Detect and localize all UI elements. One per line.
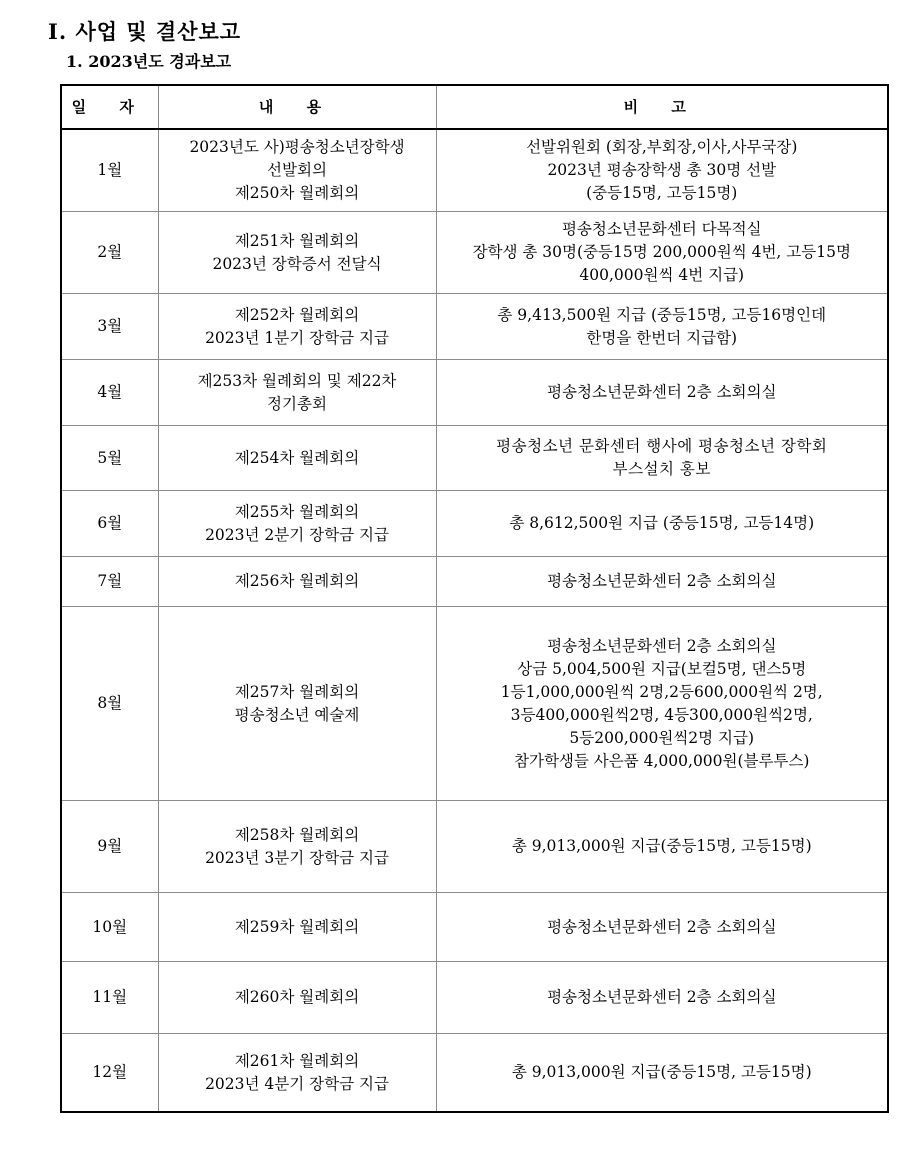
header-note: 비 고 — [436, 85, 888, 129]
content-cell: 제251차 월례회의 2023년 장학증서 전달식 — [158, 212, 436, 294]
content-cell: 제258차 월례회의 2023년 3분기 장학금 지급 — [158, 801, 436, 893]
content-cell: 2023년도 사)평송청소년장학생 선발회의 제250차 월례회의 — [158, 129, 436, 212]
table-row — [61, 426, 888, 491]
content-cell: 제252차 월례회의 2023년 1분기 장학금 지급 — [158, 294, 436, 360]
table-row — [61, 212, 888, 294]
table-row — [61, 557, 888, 607]
content-cell: 제255차 월례회의 2023년 2분기 장학금 지급 — [158, 491, 436, 557]
table-row — [61, 607, 888, 801]
date-cell: 11월 — [61, 962, 158, 1034]
note-cell: 총 8,612,500원 지급 (중등15명, 고등14명) — [436, 491, 888, 557]
note-cell: 총 9,013,000원 지급(중등15명, 고등15명) — [436, 1034, 888, 1113]
date-cell: 6월 — [61, 491, 158, 557]
content-cell: 제260차 월례회의 — [158, 962, 436, 1034]
date-cell: 9월 — [61, 801, 158, 893]
table-row — [61, 801, 888, 893]
content-cell: 제259차 월례회의 — [158, 893, 436, 962]
content-cell: 제261차 월례회의 2023년 4분기 장학금 지급 — [158, 1034, 436, 1113]
table-header-row — [61, 85, 888, 129]
table-row — [61, 129, 888, 212]
header-content: 내 용 — [158, 85, 436, 129]
table-row — [61, 893, 888, 962]
note-cell: 평송청소년문화센터 2층 소회의실 — [436, 360, 888, 426]
note-cell: 평송청소년문화센터 2층 소회의실 — [436, 962, 888, 1034]
date-cell: 4월 — [61, 360, 158, 426]
date-cell: 7월 — [61, 557, 158, 607]
date-cell: 12월 — [61, 1034, 158, 1113]
header-date: 일 자 — [61, 85, 158, 129]
section-title: I. 사업 및 결산보고 — [48, 19, 242, 44]
date-cell: 10월 — [61, 893, 158, 962]
annual-report-table — [60, 84, 889, 1113]
note-cell: 총 9,413,500원 지급 (중등15명, 고등16명인데 한명을 한번더 지급함) — [436, 294, 888, 360]
note-cell: 평송청소년문화센터 2층 소회의실 — [436, 557, 888, 607]
table-row — [61, 294, 888, 360]
content-cell: 제254차 월례회의 — [158, 426, 436, 491]
note-cell: 평송청소년 문화센터 행사에 평송청소년 장학회 부스설치 홍보 — [436, 426, 888, 491]
content-cell: 제257차 월례회의 평송청소년 예술제 — [158, 607, 436, 801]
sub-title: 1. 2023년도 경과보고 — [66, 52, 232, 71]
date-cell: 5월 — [61, 426, 158, 491]
content-cell: 제253차 월례회의 및 제22차 정기총회 — [158, 360, 436, 426]
table-row — [61, 1034, 888, 1113]
table-row — [61, 962, 888, 1034]
table-row — [61, 491, 888, 557]
table-row — [61, 360, 888, 426]
note-cell: 평송청소년문화센터 2층 소회의실 — [436, 893, 888, 962]
note-cell: 평송청소년문화센터 2층 소회의실 상금 5,004,500원 지급(보컬5명, 댄스5명 1등1,000,000원씩 2명,2등600,000원씩 2명, 3등400,000원씩2명, 4등300,000원씩2명, 5등200,000원씩2명 지급) 참가학생들 사은품 4,000,000원(블루투스) — [436, 607, 888, 801]
content-cell: 제256차 월례회의 — [158, 557, 436, 607]
date-cell: 3월 — [61, 294, 158, 360]
date-cell: 2월 — [61, 212, 158, 294]
date-cell: 8월 — [61, 607, 158, 801]
date-cell: 1월 — [61, 129, 158, 212]
note-cell: 총 9,013,000원 지급(중등15명, 고등15명) — [436, 801, 888, 893]
note-cell: 평송청소년문화센터 다목적실 장학생 총 30명(중등15명 200,000원씩 4번, 고등15명 400,000원씩 4번 지급) — [436, 212, 888, 294]
note-cell: 선발위원회 (회장,부회장,이사,사무국장) 2023년 평송장학생 총 30명 선발 (중등15명, 고등15명) — [436, 129, 888, 212]
